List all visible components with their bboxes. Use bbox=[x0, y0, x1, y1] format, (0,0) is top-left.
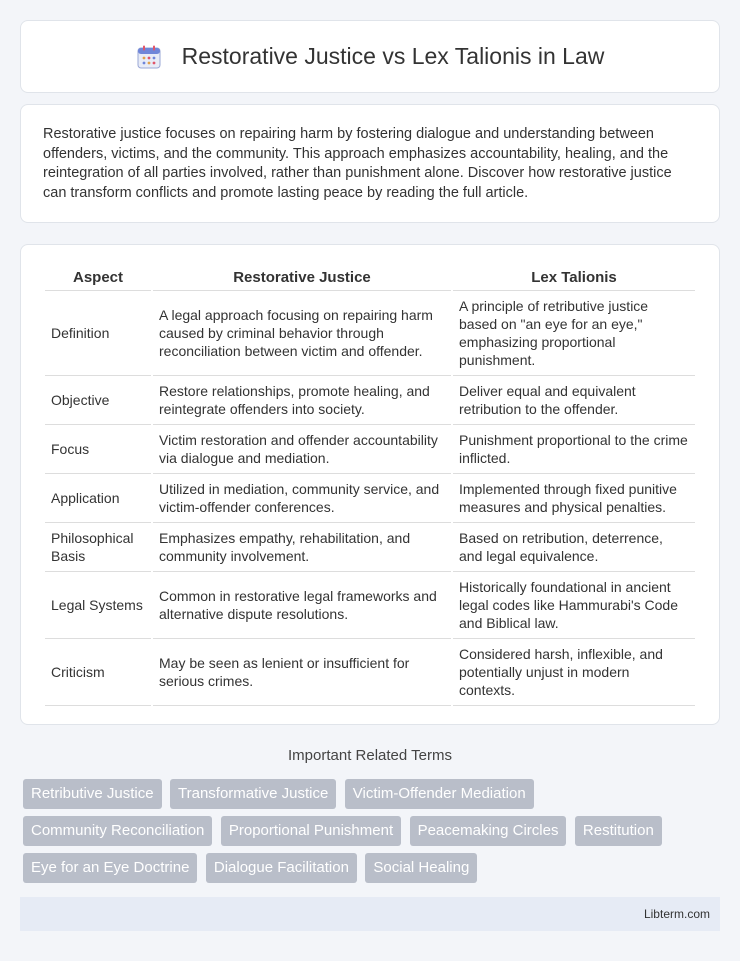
header-card bbox=[20, 20, 720, 93]
cell-restorative: May be seen as lenient or insufficient for serious crimes. bbox=[153, 639, 451, 706]
footer-brand-link[interactable]: Libterm.com bbox=[643, 907, 710, 921]
table-row bbox=[45, 523, 695, 572]
cell-aspect: Focus bbox=[45, 425, 151, 474]
tag-eye-for-an-eye-doctrine[interactable]: Eye for an Eye Doctrine bbox=[23, 853, 197, 883]
header-lex-talionis: Lex Talionis bbox=[453, 265, 695, 291]
cell-restorative: A legal approach focusing on repairing harm caused by criminal behavior through reconciliation between victim and offender. bbox=[153, 291, 451, 376]
comparison-table bbox=[43, 265, 697, 706]
tag-restitution[interactable]: Restitution bbox=[575, 816, 662, 846]
table-row bbox=[45, 572, 695, 639]
cell-aspect: Legal Systems bbox=[45, 572, 151, 639]
header-aspect: Aspect bbox=[45, 265, 151, 291]
cell-restorative: Emphasizes empathy, rehabilitation, and community involvement. bbox=[153, 523, 451, 572]
intro-card bbox=[20, 104, 720, 223]
cell-restorative: Victim restoration and offender accountability via dialogue and mediation. bbox=[153, 425, 451, 474]
cell-lex: Historically foundational in ancient legal codes like Hammurabi's Code and Biblical law. bbox=[453, 572, 695, 639]
tag-proportional-punishment[interactable]: Proportional Punishment bbox=[221, 816, 401, 846]
related-terms-tags bbox=[23, 779, 723, 890]
table-row bbox=[45, 376, 695, 425]
tag-transformative-justice[interactable]: Transformative Justice bbox=[170, 779, 336, 809]
cell-restorative: Restore relationships, promote healing, and reintegrate offenders into society. bbox=[153, 376, 451, 425]
table-header-row bbox=[45, 265, 695, 291]
cell-aspect: Objective bbox=[45, 376, 151, 425]
footer bbox=[20, 897, 720, 931]
header-restorative-justice: Restorative Justice bbox=[153, 265, 451, 291]
cell-lex: A principle of retributive justice based on "an eye for an eye," emphasizing proportional punishment. bbox=[453, 291, 695, 376]
cell-aspect: Definition bbox=[45, 291, 151, 376]
tag-dialogue-facilitation[interactable]: Dialogue Facilitation bbox=[206, 853, 357, 883]
cell-lex: Punishment proportional to the crime inflicted. bbox=[453, 425, 695, 474]
intro-text: Restorative justice focuses on repairing harm by fostering dialogue and understanding between offenders, victims, and the community. This approach emphasizes accountability, healing, and the reintegration of all parties involved, rather than punishment alone. Discover how restorative justice can transform conflicts and promote lasting peace by reading the full article. bbox=[43, 126, 672, 201]
tag-peacemaking-circles[interactable]: Peacemaking Circles bbox=[410, 816, 567, 846]
tag-victim-offender-mediation[interactable]: Victim-Offender Mediation bbox=[345, 779, 534, 809]
calendar-icon bbox=[136, 44, 162, 70]
cell-restorative: Utilized in mediation, community service, and victim-offender conferences. bbox=[153, 474, 451, 523]
cell-restorative: Common in restorative legal frameworks and alternative dispute resolutions. bbox=[153, 572, 451, 639]
tag-social-healing[interactable]: Social Healing bbox=[365, 853, 477, 883]
tag-community-reconciliation[interactable]: Community Reconciliation bbox=[23, 816, 212, 846]
table-row bbox=[45, 639, 695, 706]
cell-lex: Based on retribution, deterrence, and legal equivalence. bbox=[453, 523, 695, 572]
table-row bbox=[45, 474, 695, 523]
related-terms-title: Important Related Terms bbox=[288, 747, 452, 764]
cell-lex: Considered harsh, inflexible, and potentially unjust in modern contexts. bbox=[453, 639, 695, 706]
table-row bbox=[45, 291, 695, 376]
cell-aspect: Application bbox=[45, 474, 151, 523]
table-row bbox=[45, 425, 695, 474]
cell-aspect: Criticism bbox=[45, 639, 151, 706]
comparison-table-card bbox=[20, 244, 720, 725]
tag-retributive-justice[interactable]: Retributive Justice bbox=[23, 779, 162, 809]
cell-lex: Deliver equal and equivalent retribution to the offender. bbox=[453, 376, 695, 425]
cell-lex: Implemented through fixed punitive measures and physical penalties. bbox=[453, 474, 695, 523]
cell-aspect: Philosophical Basis bbox=[45, 523, 151, 572]
page-title: Restorative Justice vs Lex Talionis in Law bbox=[181, 43, 605, 69]
